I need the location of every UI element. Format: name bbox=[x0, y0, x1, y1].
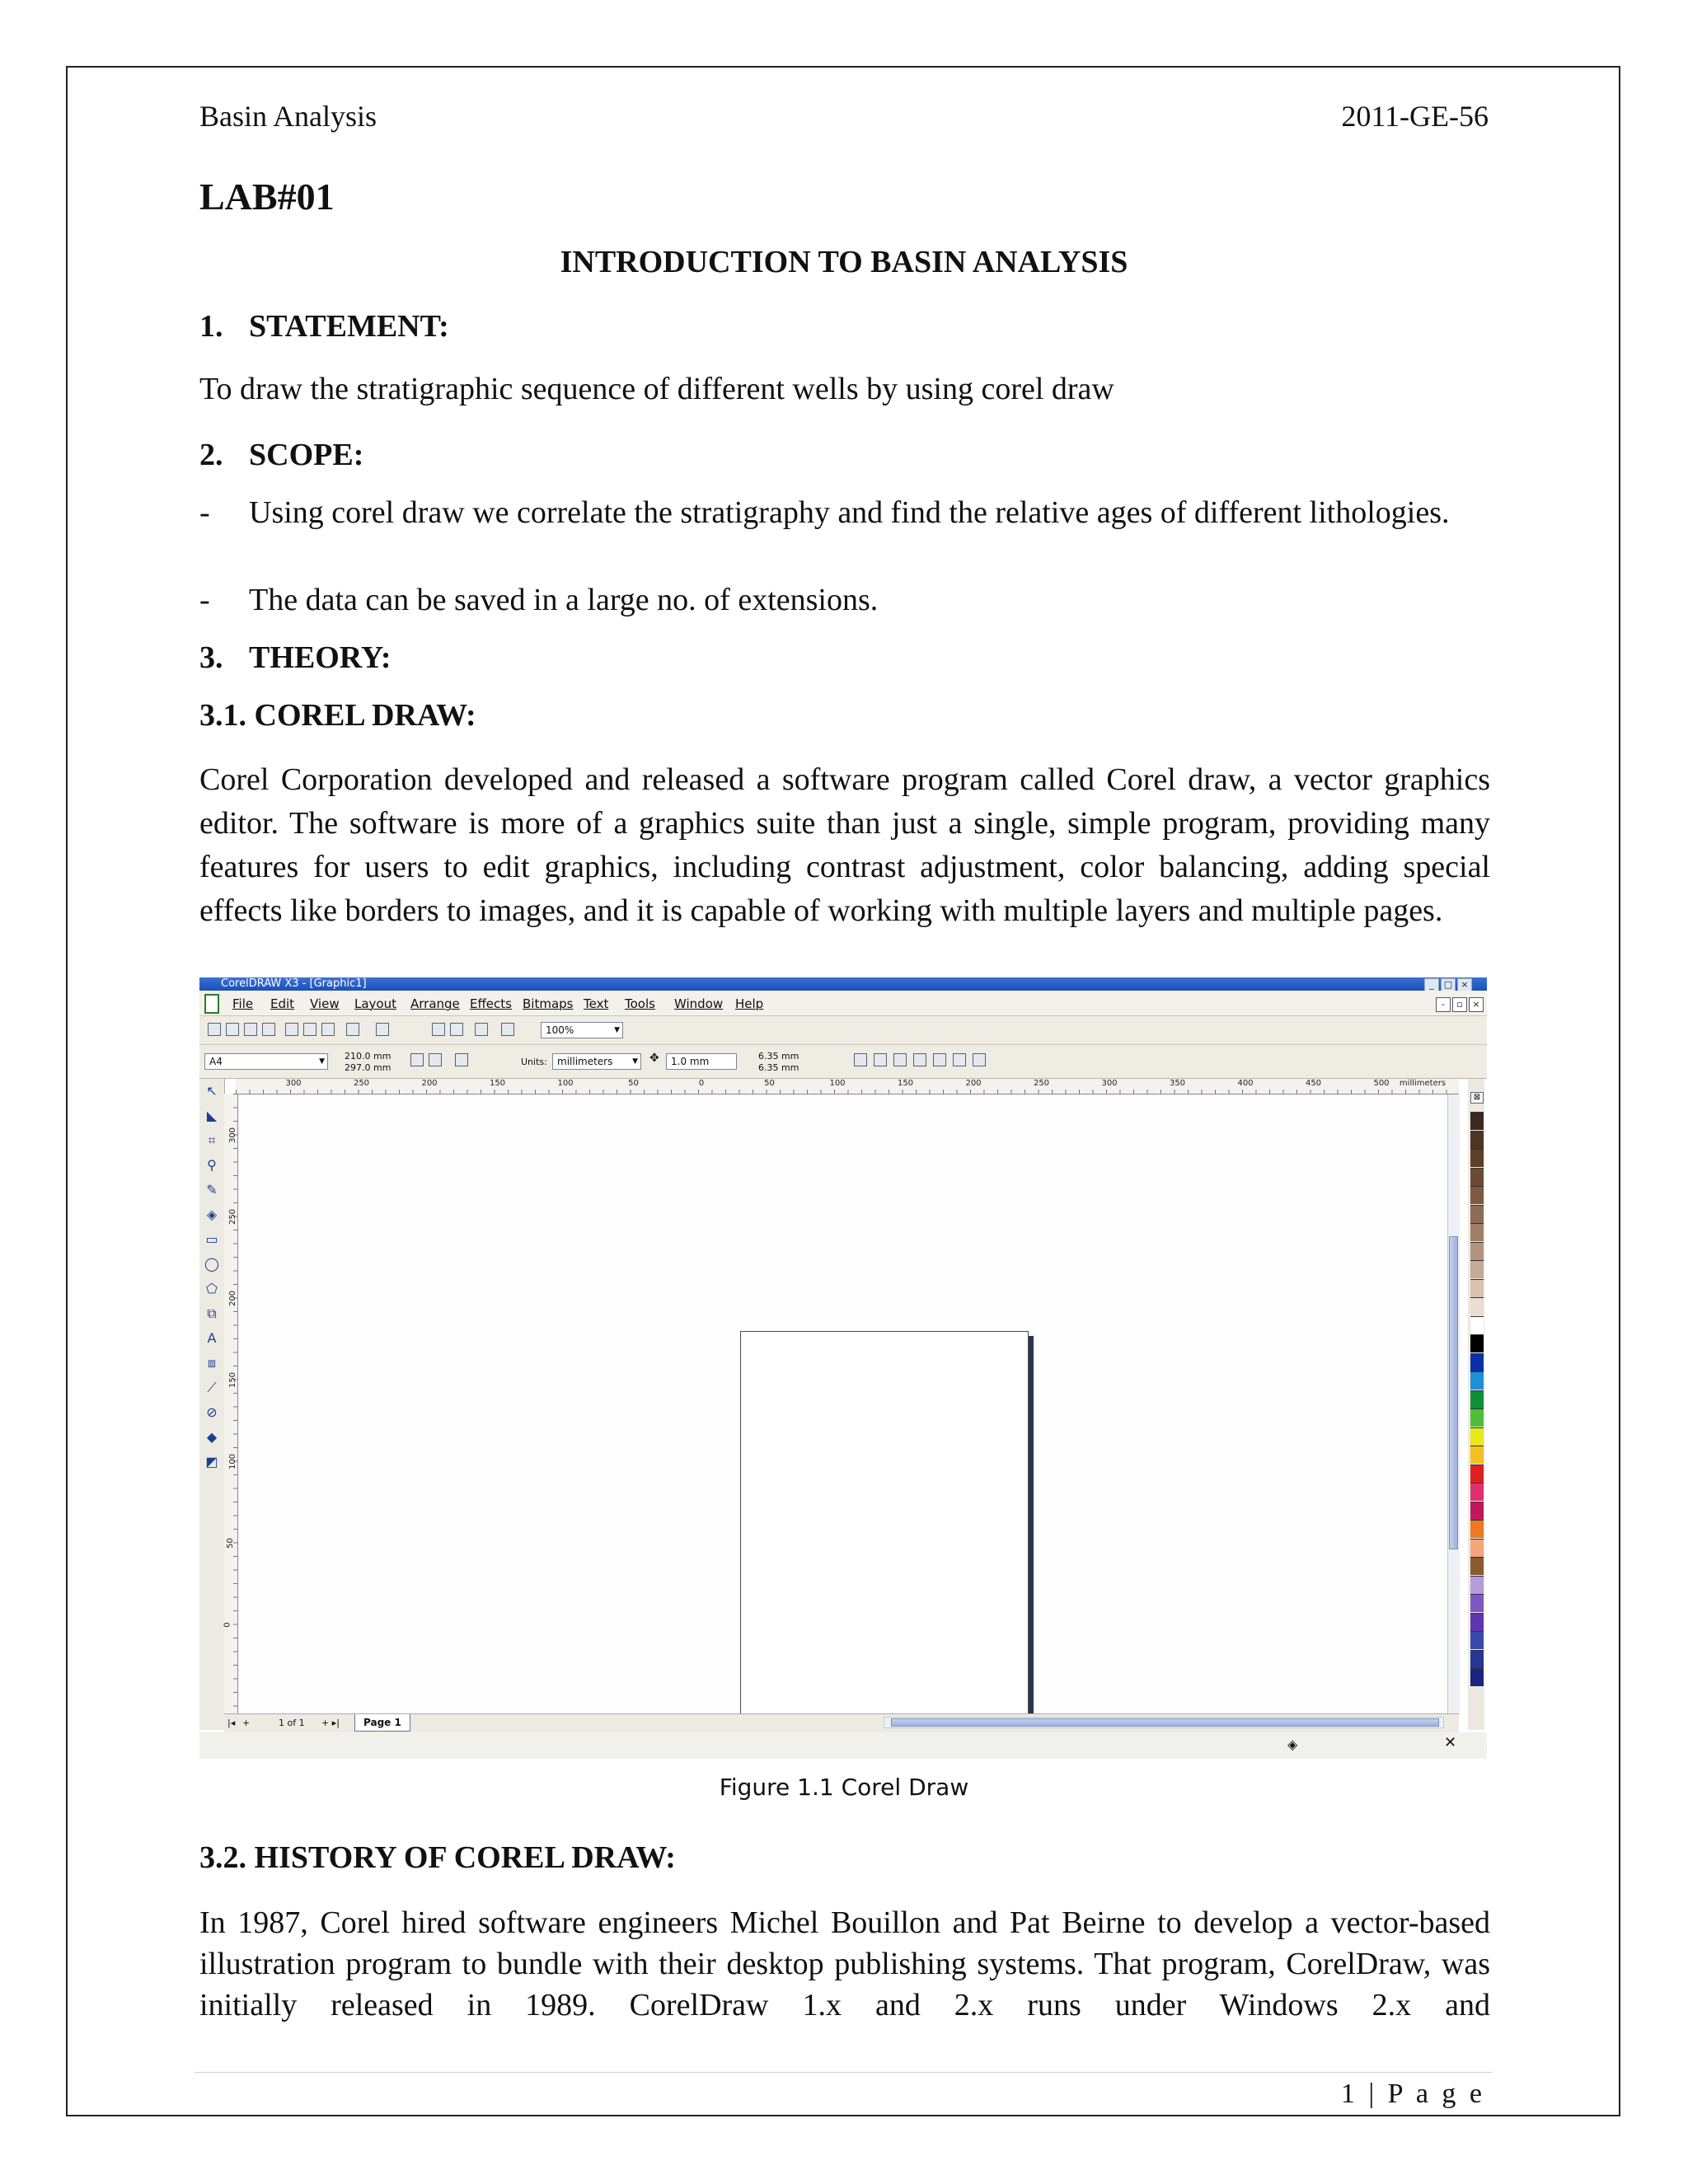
ruler-tick-label: 500 bbox=[1373, 1079, 1390, 1088]
palette-swatch bbox=[1470, 1594, 1484, 1612]
menu-file: File bbox=[232, 996, 254, 1011]
color-palette bbox=[1468, 1079, 1484, 1730]
palette-swatch bbox=[1470, 1427, 1484, 1446]
freehand-tool-icon: ✎ bbox=[206, 1182, 218, 1197]
new-icon bbox=[208, 1023, 221, 1036]
property-bar bbox=[199, 1045, 1487, 1079]
palette-swatch bbox=[1470, 1131, 1484, 1149]
menu-window: Window bbox=[674, 996, 724, 1011]
horizontal-scroll-thumb bbox=[891, 1718, 1439, 1727]
ruler-tick-label: 400 bbox=[1237, 1079, 1254, 1088]
menu-edit: Edit bbox=[270, 996, 295, 1011]
landscape-icon bbox=[429, 1053, 442, 1066]
palette-swatch bbox=[1470, 1112, 1484, 1130]
palette-swatch bbox=[1470, 1502, 1484, 1520]
minimize-icon: _ bbox=[1424, 978, 1439, 991]
rectangle-tool-icon: ▭ bbox=[205, 1231, 218, 1247]
toolbox bbox=[199, 1079, 225, 1730]
cut-icon bbox=[285, 1023, 298, 1036]
corel-online-icon bbox=[501, 1023, 514, 1036]
menu-tools: Tools bbox=[625, 996, 655, 1011]
ruler-tick-label: 200 bbox=[228, 1290, 238, 1307]
page-number: 1 | P a g e bbox=[1340, 2079, 1485, 2109]
palette-swatch bbox=[1470, 1334, 1484, 1352]
ruler-tick-label: 100 bbox=[557, 1079, 574, 1088]
doc-title: INTRODUCTION TO BASIN ANALYSIS bbox=[560, 245, 1128, 279]
nudge-icon: ✥ bbox=[649, 1052, 659, 1065]
nudge-combo: 1.0 mm bbox=[666, 1053, 737, 1070]
no-color-icon: ⊠ bbox=[1470, 1092, 1484, 1104]
export-icon bbox=[450, 1023, 463, 1036]
statement-heading bbox=[199, 308, 449, 344]
ruler-tick-label: 250 bbox=[353, 1079, 370, 1088]
units-label: Units: bbox=[521, 1057, 547, 1067]
palette-swatch bbox=[1470, 1465, 1484, 1483]
zoom-tool-icon: ⚲ bbox=[207, 1157, 217, 1173]
figure-caption: Figure 1.1 Corel Draw bbox=[719, 1774, 969, 1801]
redo-icon bbox=[376, 1023, 389, 1036]
page-navigator bbox=[224, 1713, 1459, 1732]
vertical-scroll-thumb bbox=[1449, 1236, 1458, 1549]
page-count: 1 of 1 bbox=[279, 1718, 305, 1728]
document-page bbox=[740, 1331, 1029, 1759]
palette-swatch bbox=[1470, 1576, 1484, 1594]
palette-swatch bbox=[1470, 1668, 1484, 1686]
options-icon bbox=[913, 1053, 926, 1066]
print-icon bbox=[262, 1023, 275, 1036]
crop-tool-icon: ⌗ bbox=[208, 1132, 216, 1148]
palette-swatch bbox=[1470, 1223, 1484, 1241]
vertical-ruler bbox=[224, 1094, 238, 1713]
palette-swatch bbox=[1470, 1242, 1484, 1260]
ruler-tick-label: 200 bbox=[965, 1079, 982, 1088]
close-icon: × bbox=[1457, 978, 1472, 991]
copy-icon bbox=[303, 1023, 316, 1036]
statement-title: STATEMENT: bbox=[249, 309, 449, 344]
statement-text: To draw the stratigraphic sequence of different wells by using corel draw bbox=[199, 372, 1114, 406]
ruler-tick-label: 250 bbox=[228, 1208, 238, 1226]
palette-swatch bbox=[1470, 1186, 1484, 1204]
polygon-tool-icon: ⬠ bbox=[206, 1281, 218, 1296]
eyedropper-icon: ⟋ bbox=[207, 1380, 217, 1395]
scope-heading bbox=[199, 437, 363, 473]
drawing-canvas bbox=[238, 1094, 1458, 1713]
pick-tool-icon: ↖ bbox=[206, 1083, 218, 1099]
header-right: 2011-GE-56 bbox=[1341, 100, 1489, 133]
theory-num: 3. bbox=[199, 640, 223, 675]
ruler-tick-label: 150 bbox=[228, 1371, 238, 1389]
palette-swatch bbox=[1470, 1390, 1484, 1408]
page-tab: Page 1 bbox=[354, 1714, 410, 1732]
interactive-fill-icon: ◩ bbox=[205, 1454, 218, 1469]
page-height: 297.0 mm bbox=[345, 1062, 392, 1073]
duplicate-x: 6.35 mm bbox=[758, 1051, 799, 1062]
doc-restore-icon: ▫ bbox=[1452, 997, 1467, 1012]
ruler-tick-label: 300 bbox=[285, 1079, 302, 1088]
paper-size-combo: A4 ▼ bbox=[204, 1053, 328, 1070]
ruler-tick-label: 0 bbox=[223, 1622, 232, 1628]
ruler-tick-label: 450 bbox=[1305, 1079, 1322, 1088]
palette-swatch bbox=[1470, 1446, 1484, 1464]
status-bar bbox=[199, 1732, 1487, 1759]
portrait-icon bbox=[410, 1053, 424, 1066]
units-combo: millimeters ▼ bbox=[552, 1053, 641, 1070]
palette-swatch bbox=[1470, 1260, 1484, 1278]
menu-text: Text bbox=[584, 996, 609, 1011]
palette-swatch bbox=[1470, 1297, 1484, 1315]
grid-icon bbox=[854, 1053, 867, 1066]
interactive-blend-icon: ⧈ bbox=[207, 1355, 217, 1371]
theory-title: THEORY: bbox=[249, 640, 392, 675]
prev-page-icon: + bbox=[242, 1718, 251, 1728]
window-titlebar bbox=[199, 977, 1487, 991]
text-tool-icon: A bbox=[207, 1330, 217, 1346]
palette-swatch bbox=[1470, 1279, 1484, 1297]
lab-title: LAB#01 bbox=[199, 176, 335, 218]
doc-minimize-icon: - bbox=[1436, 997, 1451, 1012]
outline-indicator-icon: ✕ bbox=[1444, 1734, 1457, 1751]
duplicate-y: 6.35 mm bbox=[758, 1062, 799, 1073]
window-title: CorelDRAW X3 - [Graphic1] bbox=[221, 977, 367, 990]
scope-title: SCOPE: bbox=[249, 438, 364, 472]
ruler-tick-label: millimeters bbox=[1399, 1079, 1447, 1088]
open-icon bbox=[226, 1023, 239, 1036]
undo-icon bbox=[346, 1023, 359, 1036]
ruler-tick-label: 100 bbox=[829, 1079, 846, 1088]
ruler-tick-label: 350 bbox=[1169, 1079, 1186, 1088]
standard-toolbar bbox=[199, 1016, 1487, 1045]
horizontal-scrollbar bbox=[884, 1717, 1444, 1728]
ruler-tick-label: 250 bbox=[1033, 1079, 1050, 1088]
palette-swatch bbox=[1470, 1168, 1484, 1186]
ruler-tick-label: 50 bbox=[225, 1538, 235, 1549]
ruler-tick-label: 300 bbox=[1101, 1079, 1118, 1088]
palette-swatch bbox=[1470, 1520, 1484, 1538]
menu-layout: Layout bbox=[354, 996, 396, 1011]
palette-swatch bbox=[1470, 1539, 1484, 1557]
ruler-tick-label: 200 bbox=[421, 1079, 438, 1088]
launcher-icon bbox=[475, 1023, 488, 1036]
corel-screenshot bbox=[199, 977, 1487, 1759]
ruler-tick-label: 50 bbox=[628, 1079, 639, 1088]
vertical-scrollbar bbox=[1447, 1094, 1460, 1714]
align-icon bbox=[953, 1053, 966, 1066]
menu-arrange: Arrange bbox=[410, 996, 460, 1011]
first-page-icon: |◂ bbox=[227, 1718, 236, 1728]
outline-tool-icon: ⊘ bbox=[206, 1404, 218, 1420]
horizontal-ruler bbox=[236, 1079, 1459, 1094]
fill-indicator-icon: ◈ bbox=[1287, 1736, 1298, 1752]
page-layout-icon bbox=[455, 1053, 468, 1066]
palette-swatch bbox=[1470, 1483, 1484, 1501]
basic-shapes-icon: ⧉ bbox=[207, 1305, 217, 1321]
scope-bullet-text: The data can be saved in a large no. of extensions. bbox=[249, 583, 879, 617]
menu-effects: Effects bbox=[470, 996, 512, 1011]
statement-num: 1. bbox=[199, 309, 223, 344]
next-page-icon: + ▸| bbox=[321, 1718, 340, 1728]
theory-heading bbox=[199, 640, 392, 676]
treat-as-filled-icon bbox=[893, 1053, 907, 1066]
history-text: In 1987, Corel hired software engineers Michel Bouillon and Pat Beirne to develop a vector-based illustration program to bundle with their desktop publishing systems. That program, CorelDraw, was initially released in 1989. CorelDraw 1.x and 2.x runs under Windows 2.x and bbox=[199, 1905, 1490, 2022]
palette-swatch bbox=[1470, 1408, 1484, 1427]
history-heading: 3.2. HISTORY OF COREL DRAW: bbox=[199, 1840, 676, 1875]
maximize-icon: □ bbox=[1441, 978, 1456, 991]
footer-divider bbox=[195, 2072, 1492, 2073]
menu-bar bbox=[199, 991, 1487, 1016]
scope-bullet-text: Using corel draw we correlate the stratigraphy and find the relative ages of different lithologies. bbox=[249, 495, 1450, 530]
paste-icon bbox=[321, 1023, 335, 1036]
menu-bitmaps: Bitmaps bbox=[523, 996, 574, 1011]
ruler-tick-label: 0 bbox=[698, 1079, 705, 1088]
import-icon bbox=[432, 1023, 445, 1036]
zoom-combo: 100% ▼ bbox=[541, 1022, 623, 1038]
corel-heading: 3.1. COREL DRAW: bbox=[199, 698, 476, 733]
palette-swatch bbox=[1470, 1316, 1484, 1334]
ruler-tick-label: 300 bbox=[228, 1127, 238, 1144]
shape-tool-icon: ◣ bbox=[206, 1108, 218, 1123]
palette-swatch bbox=[1470, 1149, 1484, 1167]
corel-text: Corel Corporation developed and released a software program called Corel draw, a vector graphics editor. The software is more of a graphics suite than just a single, simple program, providing many features for users to edit graphics, including contrast adjustment, color balancing, adding special effects like borders to images, and it is capable of working with multiple layers and multiple pages. bbox=[199, 762, 1490, 928]
ruler-tick-label: 150 bbox=[897, 1079, 914, 1088]
menu-help: Help bbox=[735, 996, 764, 1011]
palette-swatch bbox=[1470, 1205, 1484, 1223]
snap-icon bbox=[933, 1053, 946, 1066]
ruler-tick-label: 50 bbox=[764, 1079, 775, 1088]
document-icon bbox=[204, 994, 219, 1014]
menu-view: View bbox=[310, 996, 340, 1011]
ellipse-tool-icon: ◯ bbox=[204, 1256, 219, 1272]
units-icon bbox=[874, 1053, 887, 1066]
palette-swatch bbox=[1470, 1557, 1484, 1575]
doc-close-icon: × bbox=[1469, 997, 1484, 1012]
palette-swatch bbox=[1470, 1353, 1484, 1371]
header-left: Basin Analysis bbox=[199, 100, 377, 133]
fill-tool-icon: ◆ bbox=[206, 1429, 218, 1445]
show-objects-icon bbox=[973, 1053, 986, 1066]
palette-swatch bbox=[1470, 1613, 1484, 1631]
save-icon bbox=[244, 1023, 257, 1036]
palette-swatch bbox=[1470, 1371, 1484, 1390]
scope-num: 2. bbox=[199, 438, 223, 472]
ruler-tick-label: 100 bbox=[228, 1453, 238, 1470]
palette-swatch bbox=[1470, 1631, 1484, 1649]
ruler-tick-label: 150 bbox=[489, 1079, 506, 1088]
palette-swatch bbox=[1470, 1650, 1484, 1668]
page-width: 210.0 mm bbox=[345, 1051, 392, 1062]
smart-fill-icon: ◈ bbox=[206, 1207, 218, 1222]
